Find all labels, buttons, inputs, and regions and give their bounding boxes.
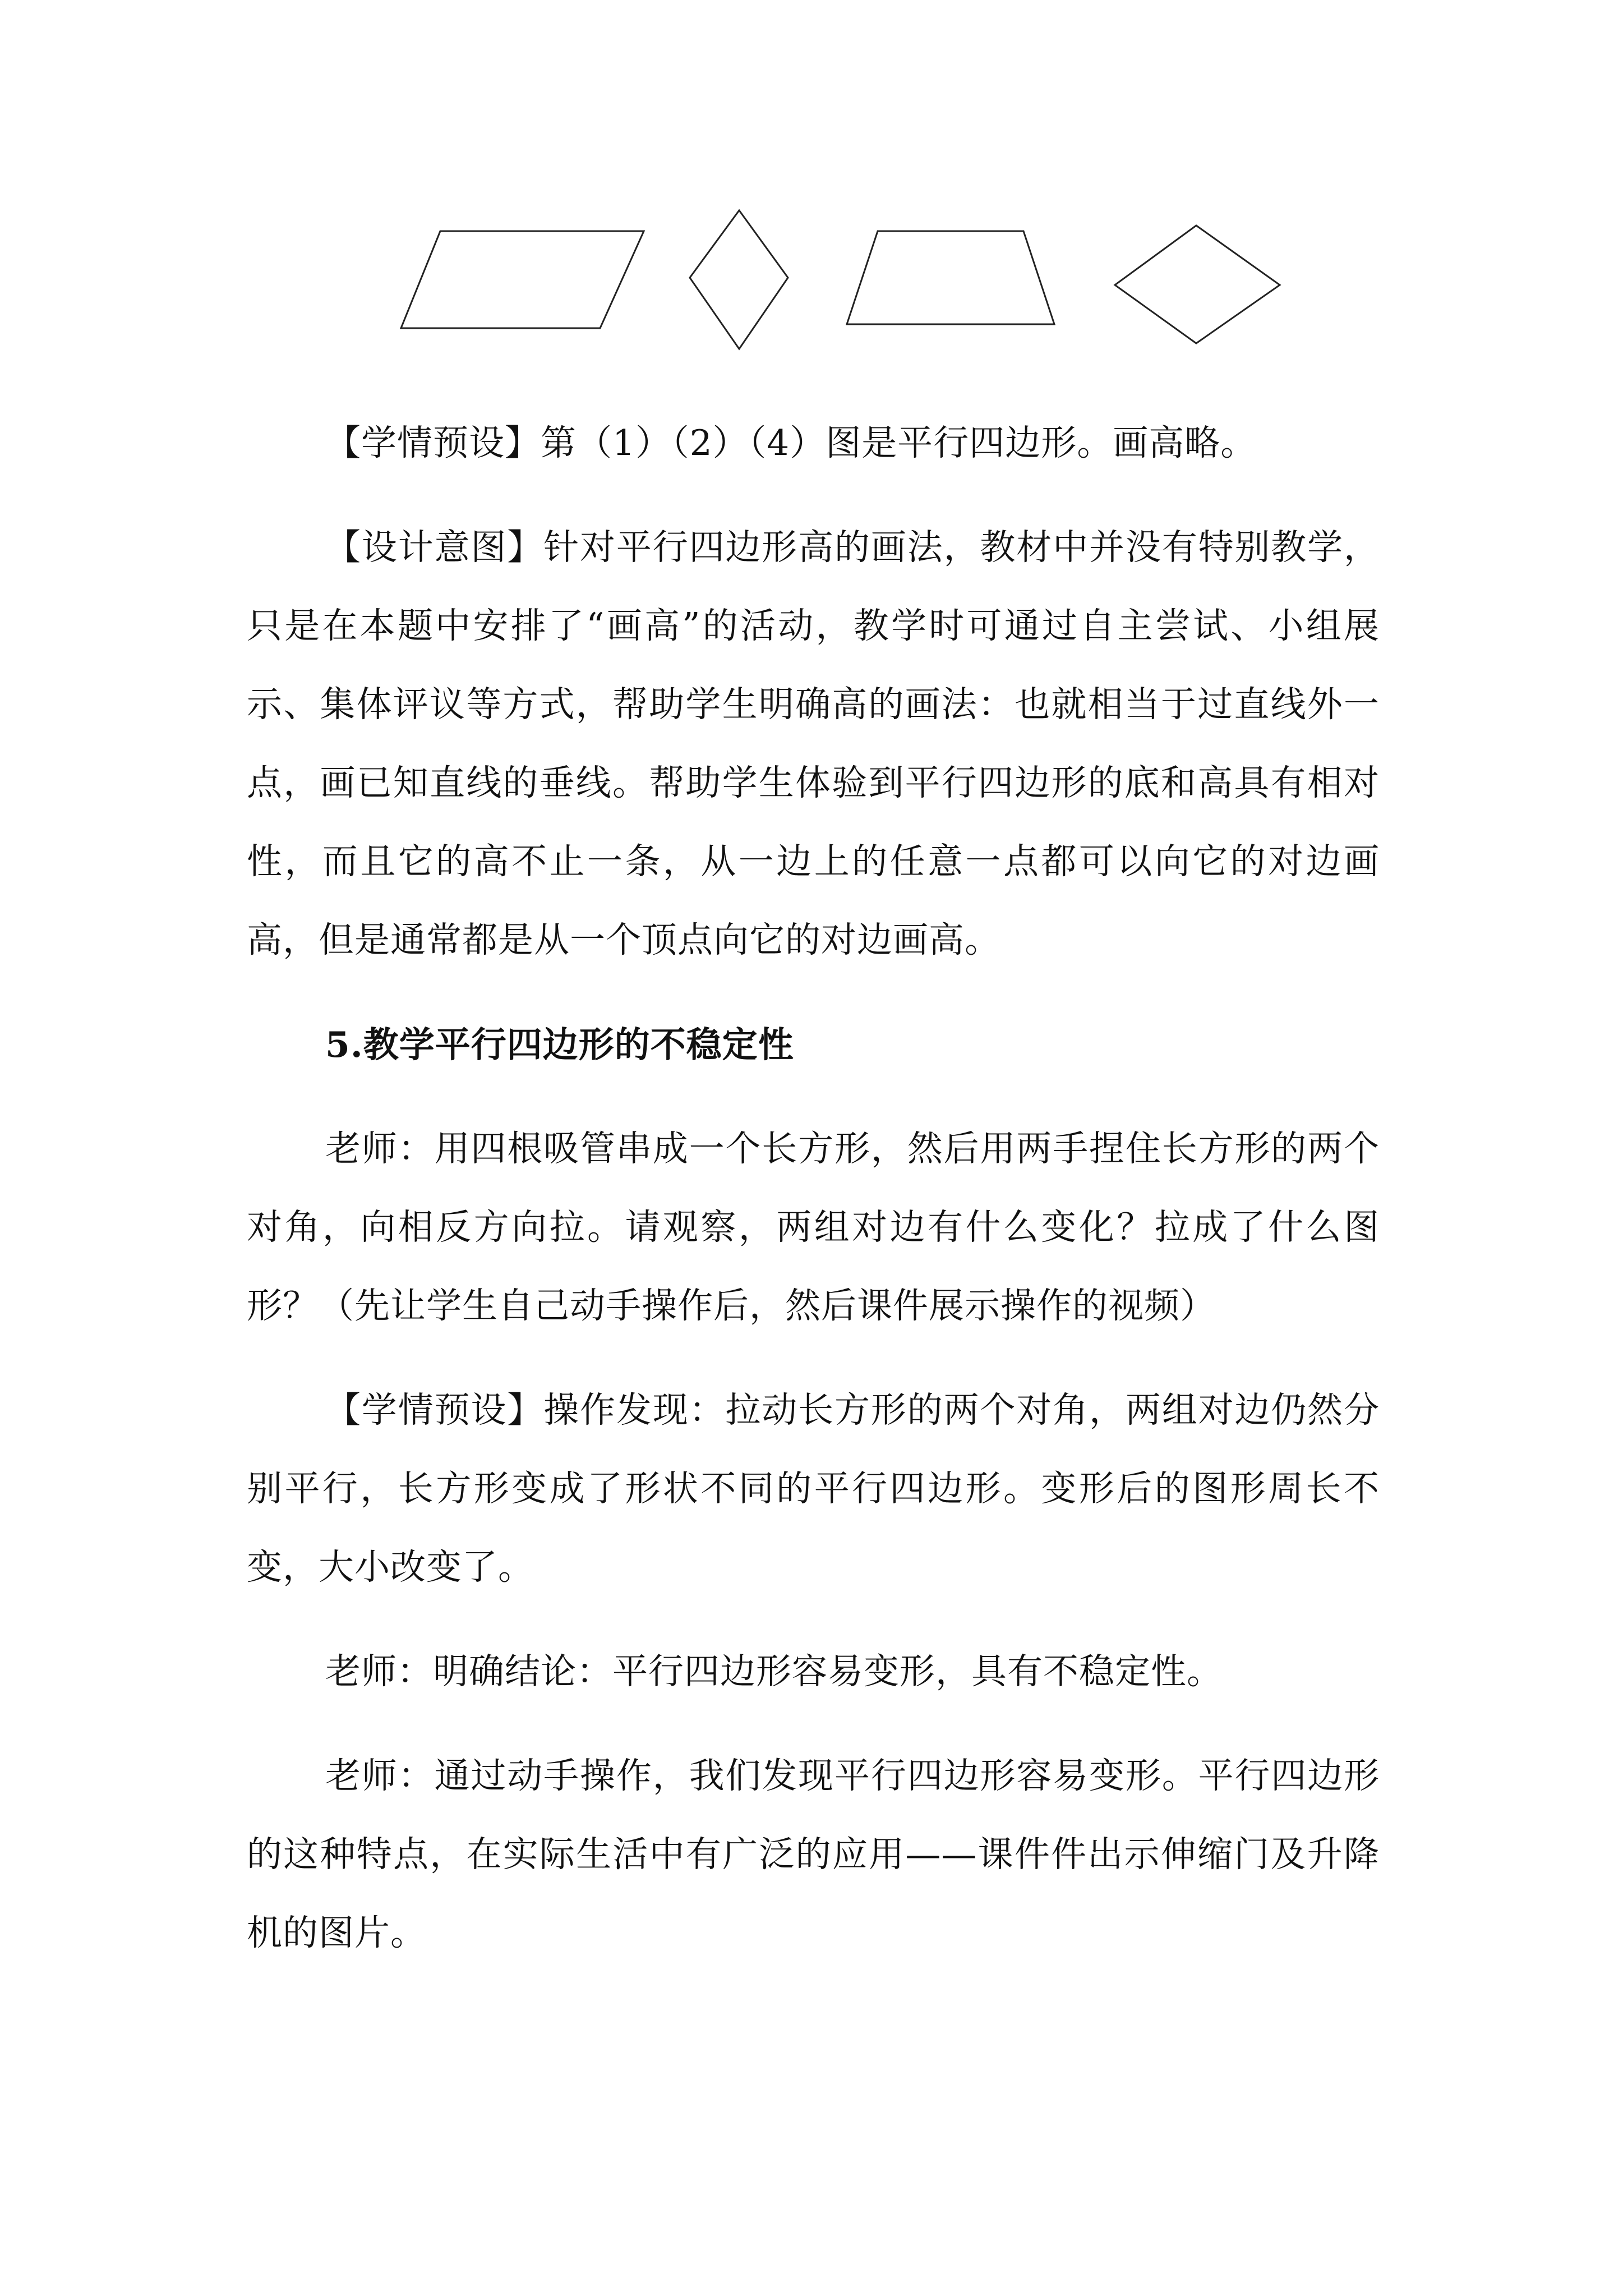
- figure-2-rhombus-tall: [690, 210, 788, 349]
- section-heading: 5.教学平行四边形的不稳定性: [325, 1024, 794, 1065]
- paragraph-teacher-instruction: 老师：用四根吸管串成一个长方形，然后用两手捏住长方形的两个对角，向相反方向拉。请观察，两组对边有什么变化？拉成了什么图形？（先让学生自己动手操作后，然后课件展示操作的视频）: [247, 1128, 1380, 1326]
- paragraph-student-preset-2: 【学情预设】操作发现：拉动长方形的两个对角，两组对边仍然分别平行，长方形变成了形状不同的平行四边形。变形后的图形周长不变，大小改变了。: [247, 1389, 1380, 1588]
- paragraph-teacher-application: 老师：通过动手操作，我们发现平行四边形容易变形。平行四边形的这种特点，在实际生活中有广泛的应用——课件件出示伸缩门及升降机的图片。: [247, 1755, 1380, 1953]
- document-body: [247, 404, 1380, 1972]
- figure-3-trapezoid: [847, 231, 1054, 324]
- paragraph-teacher-conclusion: 老师：明确结论：平行四边形容易变形，具有不稳定性。: [325, 1651, 1223, 1692]
- figure-1-parallelogram: [401, 231, 644, 328]
- figures-row: [0, 202, 1623, 370]
- paragraph-student-preset-1: 【学情预设】第（1）（2）（4）图是平行四边形。画高略。: [325, 422, 1257, 463]
- quadrilateral-figures: [0, 202, 1623, 370]
- figure-4-rhombus-wide: [1115, 226, 1280, 343]
- paragraph-design-intent: 【设计意图】针对平行四边形高的画法，教材中并没有特别教学，只是在本题中安排了“画高”的活动，教学时可通过自主尝试、小组展示、集体评议等方式，帮助学生明确高的画法：也就相当于过直线外一点，画已知直线的垂线。帮助学生体验到平行四边形的底和高具有相对性，而且它的高不止一条，从一边上的任意一点都可以向它的对边画高，但是通常都是从一个顶点向它的对边画高。: [247, 527, 1380, 960]
